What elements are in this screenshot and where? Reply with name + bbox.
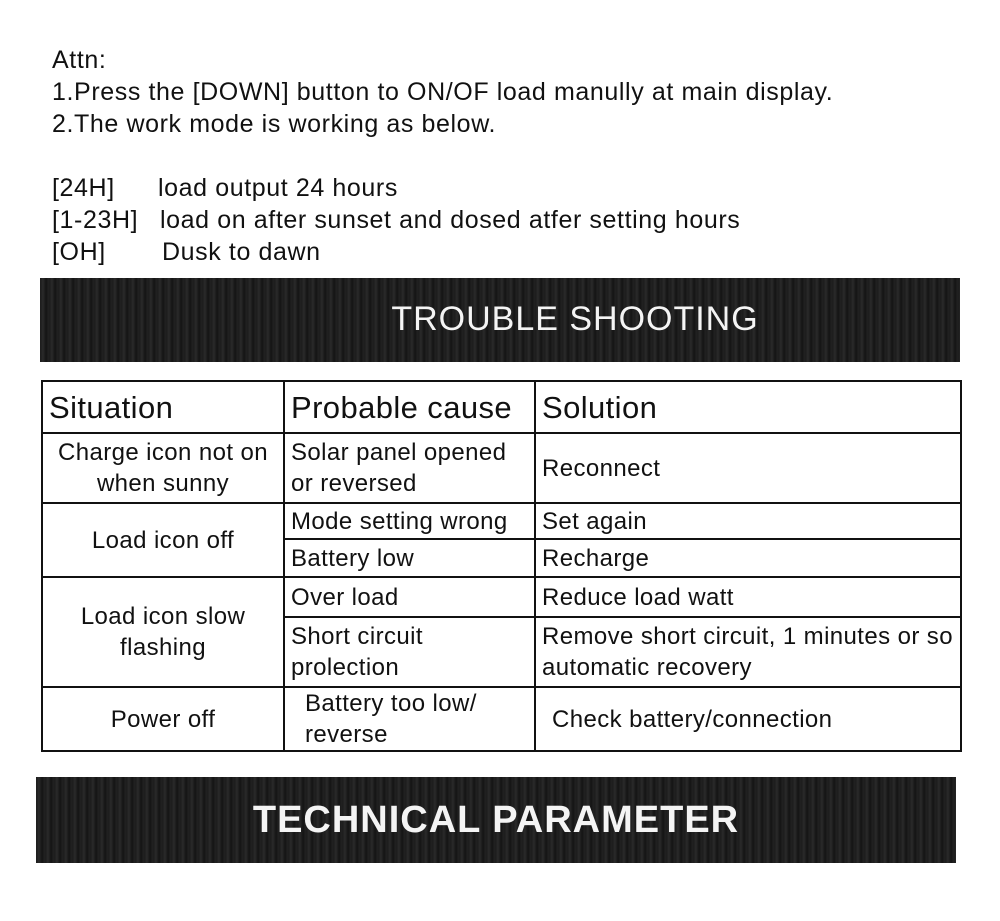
table-row: [42, 503, 961, 539]
trouble-shooting-table: [41, 380, 962, 752]
mode-key: [1-23H]: [52, 206, 139, 234]
cause-cell: Battery low: [284, 539, 535, 577]
header-situation: Situation: [42, 381, 284, 433]
cause-cell: Battery too low/ reverse: [284, 687, 535, 751]
solution-cell: Set again: [535, 503, 961, 539]
technical-parameter-banner: [36, 777, 956, 863]
header-solution: Solution: [535, 381, 961, 433]
trouble-shooting-title: TROUBLE SHOOTING: [391, 300, 759, 338]
attn-line-2: 2.The work mode is working as below.: [52, 110, 497, 138]
attn-line-1: 1.Press the [DOWN] button to ON/OF load manully at main display.: [52, 78, 834, 106]
solution-cell: Check battery/connection: [535, 687, 961, 751]
attn-heading: Attn:: [52, 46, 107, 74]
table-row: [42, 433, 961, 503]
mode-desc: load output 24 hours: [158, 174, 398, 202]
mode-key: [24H]: [52, 174, 115, 202]
situation-cell: Load icon slow flashing: [42, 577, 284, 687]
cause-cell: Mode setting wrong: [284, 503, 535, 539]
solution-cell: Recharge: [535, 539, 961, 577]
header-cause: Probable cause: [284, 381, 535, 433]
technical-parameter-title: TECHNICAL PARAMETER: [252, 799, 740, 841]
mode-desc: load on after sunset and dosed atfer setting hours: [160, 206, 741, 234]
solution-cell: Reduce load watt: [535, 577, 961, 617]
mode-key: [OH]: [52, 238, 106, 266]
solution-cell: Reconnect: [535, 433, 961, 503]
table-row: [42, 577, 961, 617]
table-row: [42, 687, 961, 751]
situation-cell: Load icon off: [42, 503, 284, 577]
table-header-row: [42, 381, 961, 433]
cause-cell: Over load: [284, 577, 535, 617]
mode-desc: Dusk to dawn: [162, 238, 321, 266]
situation-cell: Power off: [42, 687, 284, 751]
solution-cell: Remove short circuit, 1 minutes or so automatic recovery: [535, 617, 961, 687]
trouble-shooting-banner: [40, 278, 960, 362]
cause-cell: Short circuit prolection: [284, 617, 535, 687]
cause-cell: Solar panel opened or reversed: [284, 433, 535, 503]
situation-cell: Charge icon not on when sunny: [42, 433, 284, 503]
